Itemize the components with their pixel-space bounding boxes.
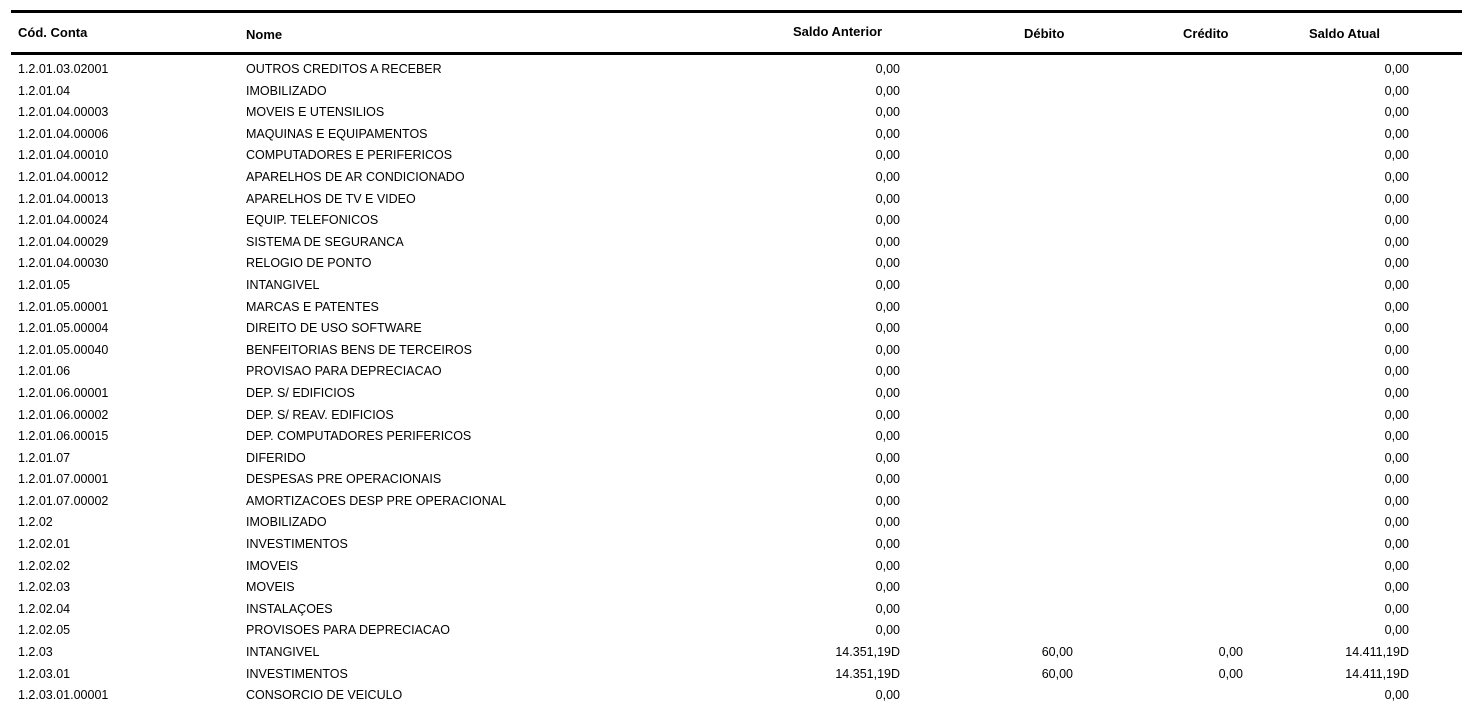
table-row bbox=[11, 599, 1462, 621]
current-balance: 0,00 bbox=[1384, 364, 1409, 379]
account-code: 1.2.01.05.00004 bbox=[18, 321, 109, 336]
table-row bbox=[11, 383, 1462, 405]
balance-report bbox=[11, 10, 1462, 707]
account-code: 1.2.01.05.00040 bbox=[18, 342, 109, 357]
account-name: PROVISOES PARA DEPRECIACAO bbox=[246, 623, 450, 638]
table-row bbox=[11, 491, 1462, 513]
prev-balance: 0,00 bbox=[875, 299, 900, 314]
prev-balance: 0,00 bbox=[875, 105, 900, 120]
account-code: 1.2.02.02 bbox=[18, 558, 71, 573]
account-code: 1.2.01.06.00001 bbox=[18, 385, 109, 400]
prev-balance: 0,00 bbox=[875, 126, 900, 141]
header-current-balance: Saldo Atual bbox=[1309, 26, 1381, 41]
prev-balance: 0,00 bbox=[875, 580, 900, 595]
account-name: DIFERIDO bbox=[246, 450, 306, 465]
prev-balance: 0,00 bbox=[875, 601, 900, 616]
table-row bbox=[11, 275, 1462, 297]
current-balance: 0,00 bbox=[1384, 342, 1409, 357]
prev-balance: 0,00 bbox=[875, 688, 900, 703]
table-row bbox=[11, 124, 1462, 146]
table-row bbox=[11, 556, 1462, 578]
account-name: DESPESAS PRE OPERACIONAIS bbox=[246, 472, 442, 487]
prev-balance: 0,00 bbox=[875, 148, 900, 163]
table-row bbox=[11, 297, 1462, 319]
current-balance: 0,00 bbox=[1384, 450, 1409, 465]
table-row bbox=[11, 534, 1462, 556]
account-code: 1.2.01.04.00030 bbox=[18, 256, 109, 271]
account-name: COMPUTADORES E PERIFERICOS bbox=[246, 148, 453, 163]
account-name: MARCAS E PATENTES bbox=[246, 299, 379, 314]
header-credit: Crédito bbox=[1183, 26, 1229, 41]
current-balance: 0,00 bbox=[1384, 299, 1409, 314]
current-balance: 0,00 bbox=[1384, 169, 1409, 184]
current-balance: 0,00 bbox=[1384, 213, 1409, 228]
current-balance: 0,00 bbox=[1384, 558, 1409, 573]
current-balance: 14.411,19D bbox=[1345, 666, 1409, 681]
prev-balance: 14.351,19D bbox=[835, 645, 900, 660]
account-name: IMOBILIZADO bbox=[246, 515, 327, 530]
account-code: 1.2.03 bbox=[18, 645, 53, 660]
table-row bbox=[11, 340, 1462, 362]
account-name: DEP. COMPUTADORES PERIFERICOS bbox=[246, 429, 472, 444]
prev-balance: 0,00 bbox=[875, 515, 900, 530]
account-code: 1.2.01.03.02001 bbox=[18, 62, 109, 76]
header-debit: Débito bbox=[1024, 26, 1065, 41]
table-row bbox=[11, 577, 1462, 599]
table-row bbox=[11, 426, 1462, 448]
table-row bbox=[11, 102, 1462, 124]
account-name: IMOBILIZADO bbox=[246, 83, 327, 98]
account-code: 1.2.01.04 bbox=[18, 83, 71, 98]
current-balance: 0,00 bbox=[1384, 277, 1409, 292]
account-code: 1.2.01.07.00002 bbox=[18, 493, 109, 508]
prev-balance: 0,00 bbox=[875, 537, 900, 552]
header-rule bbox=[11, 52, 1462, 55]
account-name: AMORTIZACOES DESP PRE OPERACIONAL bbox=[246, 493, 507, 508]
account-code: 1.2.03.01 bbox=[18, 666, 71, 681]
current-balance: 0,00 bbox=[1384, 515, 1409, 530]
account-code: 1.2.02.01 bbox=[18, 537, 71, 552]
debit-value: 60,00 bbox=[1041, 666, 1073, 681]
table-row bbox=[11, 469, 1462, 491]
account-code: 1.2.02.05 bbox=[18, 623, 71, 638]
account-code: 1.2.01.04.00010 bbox=[18, 148, 109, 163]
prev-balance: 0,00 bbox=[875, 558, 900, 573]
header-prev-balance: Saldo Anterior bbox=[793, 24, 883, 39]
account-code: 1.2.01.04.00029 bbox=[18, 234, 109, 249]
current-balance: 0,00 bbox=[1384, 537, 1409, 552]
account-code: 1.2.03.01.00001 bbox=[18, 688, 109, 703]
account-rows bbox=[11, 59, 1462, 707]
current-balance: 0,00 bbox=[1384, 126, 1409, 141]
account-name: IMOVEIS bbox=[246, 558, 299, 573]
account-code: 1.2.01.04.00013 bbox=[18, 191, 109, 206]
account-name: INTANGIVEL bbox=[246, 277, 320, 292]
current-balance: 0,00 bbox=[1384, 601, 1409, 616]
table-row bbox=[11, 81, 1462, 103]
current-balance: 14.411,19D bbox=[1345, 645, 1409, 660]
account-name: OUTROS CREDITOS A RECEBER bbox=[246, 62, 442, 76]
current-balance: 0,00 bbox=[1384, 256, 1409, 271]
account-code: 1.2.02 bbox=[18, 515, 53, 530]
account-name: APARELHOS DE AR CONDICIONADO bbox=[246, 169, 465, 184]
prev-balance: 0,00 bbox=[875, 321, 900, 336]
prev-balance: 0,00 bbox=[875, 213, 900, 228]
current-balance: 0,00 bbox=[1384, 385, 1409, 400]
table-row bbox=[11, 318, 1462, 340]
prev-balance: 0,00 bbox=[875, 277, 900, 292]
current-balance: 0,00 bbox=[1384, 580, 1409, 595]
account-code: 1.2.01.06.00015 bbox=[18, 429, 109, 444]
account-name: RELOGIO DE PONTO bbox=[246, 256, 372, 271]
account-code: 1.2.02.04 bbox=[18, 601, 71, 616]
account-name: DEP. S/ EDIFICIOS bbox=[246, 385, 355, 400]
account-code: 1.2.01.04.00006 bbox=[18, 126, 109, 141]
current-balance: 0,00 bbox=[1384, 472, 1409, 487]
prev-balance: 0,00 bbox=[875, 623, 900, 638]
account-code: 1.2.01.04.00012 bbox=[18, 169, 109, 184]
credit-value: 0,00 bbox=[1218, 666, 1243, 681]
table-row bbox=[11, 210, 1462, 232]
table-row bbox=[11, 405, 1462, 427]
current-balance: 0,00 bbox=[1384, 623, 1409, 638]
prev-balance: 0,00 bbox=[875, 83, 900, 98]
prev-balance: 0,00 bbox=[875, 407, 900, 422]
account-name: MOVEIS E UTENSILIOS bbox=[246, 105, 385, 120]
current-balance: 0,00 bbox=[1384, 148, 1409, 163]
table-row bbox=[11, 620, 1462, 642]
header-code: Cód. Conta bbox=[18, 25, 88, 40]
account-name: BENFEITORIAS BENS DE TERCEIROS bbox=[246, 342, 472, 357]
account-name: APARELHOS DE TV E VIDEO bbox=[246, 191, 416, 206]
header-name: Nome bbox=[246, 27, 283, 42]
prev-balance: 0,00 bbox=[875, 472, 900, 487]
account-name: MAQUINAS E EQUIPAMENTOS bbox=[246, 126, 428, 141]
account-name: CONSORCIO DE VEICULO bbox=[246, 688, 403, 703]
account-name: MOVEIS bbox=[246, 580, 295, 595]
table-row bbox=[11, 189, 1462, 211]
account-code: 1.2.02.03 bbox=[18, 580, 71, 595]
account-code: 1.2.01.05 bbox=[18, 277, 71, 292]
table-row bbox=[11, 167, 1462, 189]
account-code: 1.2.01.05.00001 bbox=[18, 299, 109, 314]
credit-value: 0,00 bbox=[1218, 645, 1243, 660]
debit-value: 60,00 bbox=[1041, 645, 1073, 660]
account-name: INTANGIVEL bbox=[246, 645, 320, 660]
prev-balance: 0,00 bbox=[875, 429, 900, 444]
prev-balance: 0,00 bbox=[875, 450, 900, 465]
current-balance: 0,00 bbox=[1384, 83, 1409, 98]
prev-balance: 0,00 bbox=[875, 364, 900, 379]
prev-balance: 0,00 bbox=[875, 234, 900, 249]
table-row bbox=[11, 448, 1462, 470]
account-name: DEP. S/ REAV. EDIFICIOS bbox=[246, 407, 394, 422]
current-balance: 0,00 bbox=[1384, 429, 1409, 444]
account-code: 1.2.01.06 bbox=[18, 364, 71, 379]
prev-balance: 0,00 bbox=[875, 256, 900, 271]
table-row bbox=[11, 145, 1462, 167]
account-code: 1.2.01.04.00003 bbox=[18, 105, 109, 120]
account-name: INVESTIMENTOS bbox=[246, 537, 348, 552]
table-row bbox=[11, 512, 1462, 534]
table-row bbox=[11, 642, 1462, 664]
account-name: EQUIP. TELEFONICOS bbox=[246, 213, 379, 228]
table-row bbox=[11, 685, 1462, 707]
table-row bbox=[11, 253, 1462, 275]
current-balance: 0,00 bbox=[1384, 321, 1409, 336]
prev-balance: 0,00 bbox=[875, 385, 900, 400]
account-code: 1.2.01.07 bbox=[18, 450, 71, 465]
current-balance: 0,00 bbox=[1384, 688, 1409, 703]
prev-balance: 0,00 bbox=[875, 191, 900, 206]
table-row bbox=[11, 664, 1462, 686]
account-code: 1.2.01.04.00024 bbox=[18, 213, 109, 228]
prev-balance: 14.351,19D bbox=[835, 666, 900, 681]
prev-balance: 0,00 bbox=[875, 62, 900, 76]
table-row bbox=[11, 232, 1462, 254]
account-name: INVESTIMENTOS bbox=[246, 666, 348, 681]
table-row bbox=[11, 361, 1462, 383]
prev-balance: 0,00 bbox=[875, 342, 900, 357]
account-name: PROVISAO PARA DEPRECIACAO bbox=[246, 364, 442, 379]
account-code: 1.2.01.07.00001 bbox=[18, 472, 109, 487]
current-balance: 0,00 bbox=[1384, 105, 1409, 120]
account-code: 1.2.01.06.00002 bbox=[18, 407, 109, 422]
prev-balance: 0,00 bbox=[875, 493, 900, 508]
account-name: SISTEMA DE SEGURANCA bbox=[246, 234, 404, 249]
column-header-row bbox=[11, 13, 1462, 52]
current-balance: 0,00 bbox=[1384, 191, 1409, 206]
prev-balance: 0,00 bbox=[875, 169, 900, 184]
current-balance: 0,00 bbox=[1384, 407, 1409, 422]
account-name: INSTALAÇOES bbox=[246, 601, 333, 616]
current-balance: 0,00 bbox=[1384, 493, 1409, 508]
current-balance: 0,00 bbox=[1384, 234, 1409, 249]
current-balance: 0,00 bbox=[1384, 62, 1409, 76]
table-row bbox=[11, 59, 1462, 81]
account-name: DIREITO DE USO SOFTWARE bbox=[246, 321, 422, 336]
